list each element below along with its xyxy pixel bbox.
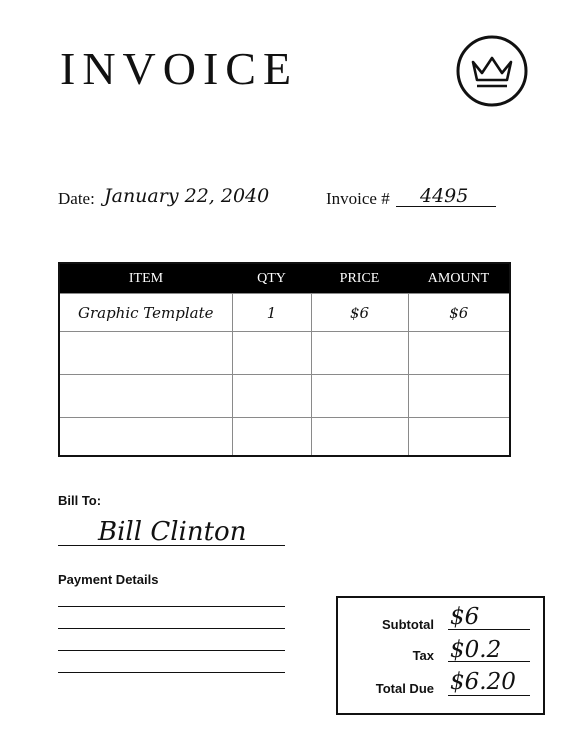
amount-cell (408, 418, 510, 457)
column-header-item: ITEM (59, 263, 232, 294)
subtotal-label: Subtotal (382, 617, 434, 632)
bill-to-label: Bill To: (58, 493, 102, 508)
item-cell: Graphic Template (59, 294, 232, 332)
column-header-amount: AMOUNT (408, 263, 510, 294)
amount-cell: $6 (408, 294, 510, 332)
item-cell (59, 418, 232, 457)
payment-details-line (58, 628, 285, 629)
tax-line (448, 661, 530, 662)
total-due-line (448, 695, 530, 696)
payment-details-line (58, 672, 285, 673)
column-header-price: PRICE (311, 263, 408, 294)
item-cell (59, 375, 232, 418)
column-header-qty: QTY (232, 263, 311, 294)
amount-cell (408, 375, 510, 418)
price-cell (311, 418, 408, 457)
bill-to-value: Bill Clinton (98, 517, 247, 547)
table-row (59, 418, 510, 457)
payment-details-line (58, 650, 285, 651)
table-row (59, 375, 510, 418)
total-due-label: Total Due (375, 681, 434, 696)
crown-icon (455, 34, 529, 108)
qty-cell: 1 (232, 294, 311, 332)
subtotal-value: $6 (450, 604, 480, 630)
payment-details-line (58, 606, 285, 607)
qty-cell (232, 332, 311, 375)
table-row (59, 332, 510, 375)
table-header-row (59, 263, 510, 294)
item-cell (59, 332, 232, 375)
invoice-number-value: 4495 (420, 185, 469, 207)
subtotal-line (448, 629, 530, 630)
price-cell (311, 375, 408, 418)
total-due-value: $6.20 (450, 669, 516, 695)
tax-value: $0.2 (450, 637, 502, 663)
qty-cell (232, 418, 311, 457)
invoice-number-line (396, 206, 496, 207)
amount-cell (408, 332, 510, 375)
price-cell (311, 332, 408, 375)
items-table (58, 262, 511, 457)
invoice-number-label: Invoice # (326, 189, 390, 208)
tax-label: Tax (412, 648, 434, 663)
table-row (59, 294, 510, 332)
date-label: Date: (58, 189, 95, 208)
totals-box (336, 596, 545, 715)
qty-cell (232, 375, 311, 418)
bill-to-line (58, 545, 285, 546)
date-value: January 22, 2040 (104, 185, 270, 207)
payment-details-label: Payment Details (58, 572, 159, 587)
invoice-title: INVOICE (60, 43, 299, 94)
price-cell: $6 (311, 294, 408, 332)
